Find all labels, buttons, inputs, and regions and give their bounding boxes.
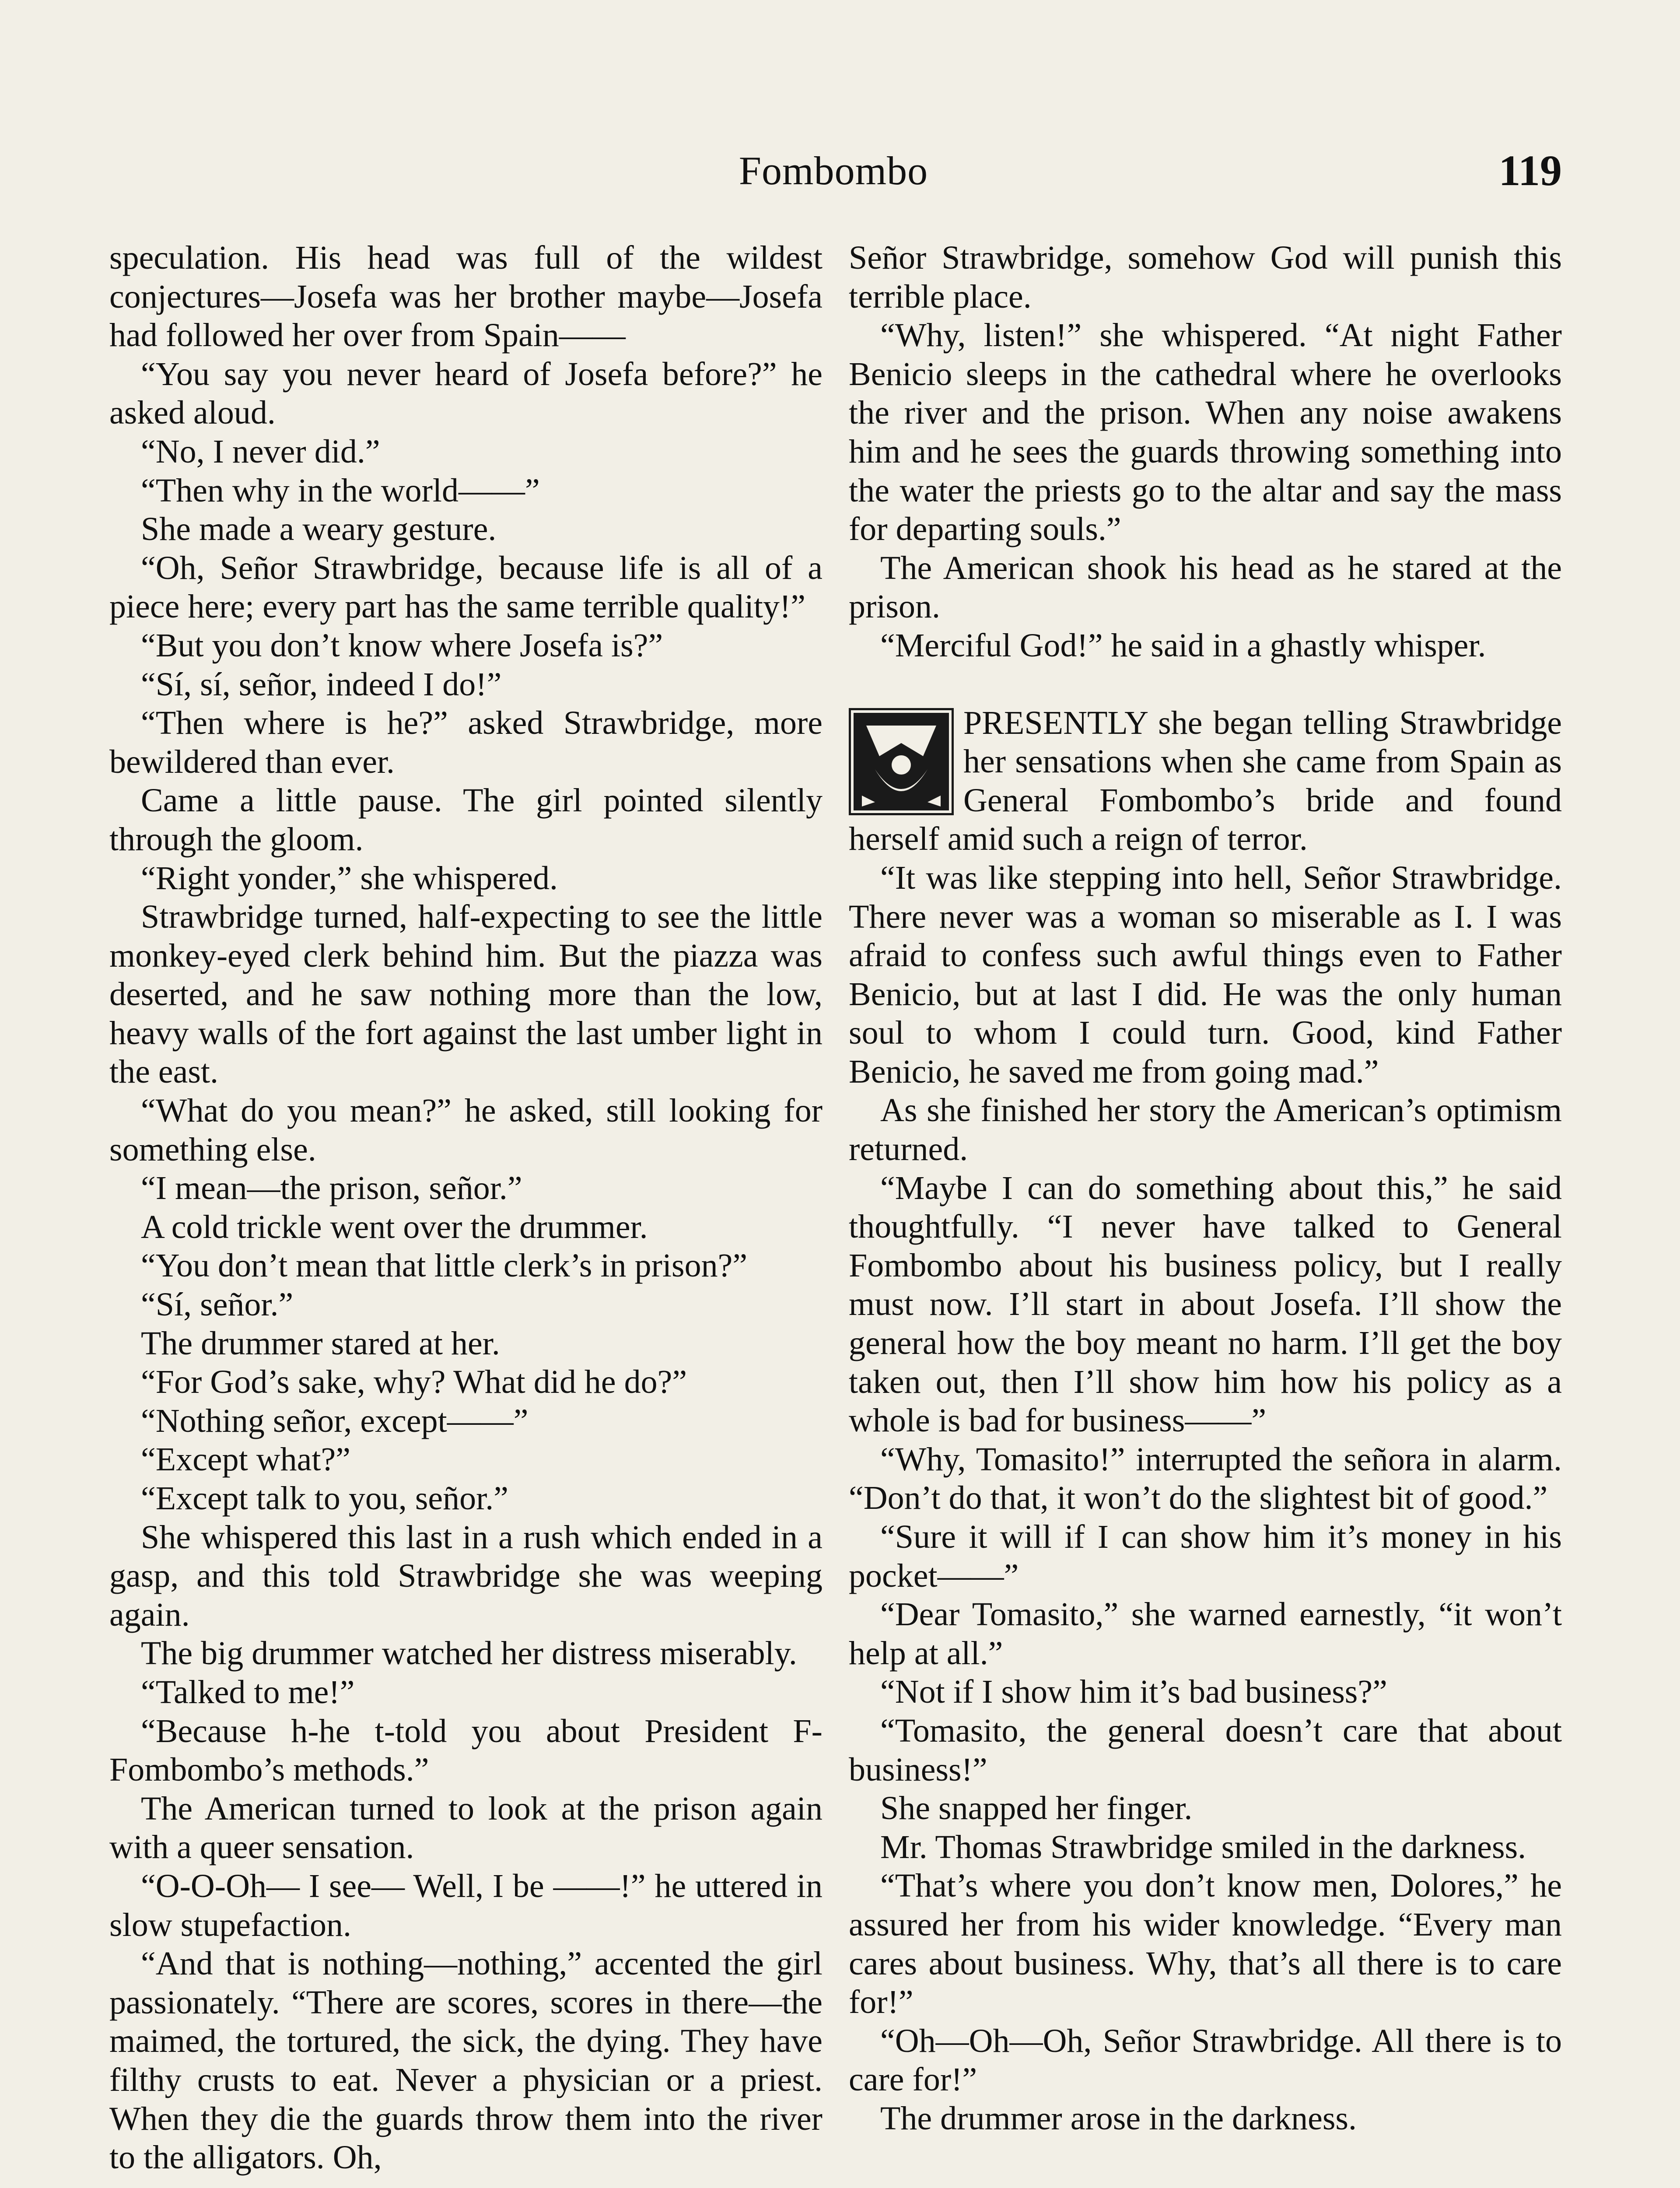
paragraph: “For God’s sake, why? What did he do?” [141, 1364, 687, 1401]
paragraph: “You say you never heard of Josefa before?” he asked aloud. [109, 355, 822, 431]
paragraph: “But you don’t know where Josefa is?” [141, 627, 663, 664]
page-number: 119 [1498, 146, 1562, 195]
paragraph: “Then where is he?” asked Strawbridge, more bewildered than ever. [109, 705, 822, 780]
paragraph: She whispered this last in a rush which ended in a gasp, and this told Strawbridge she was weeping again. [109, 1518, 822, 1633]
paragraph: A cold trickle went over the drummer. [141, 1208, 648, 1245]
paragraph: The drummer stared at her. [141, 1325, 500, 1362]
paragraph: Came a little pause. The girl pointed silently through the gloom. [109, 782, 822, 858]
paragraph: “Oh—Oh—Oh, Señor Strawbridge. All there is to care for!” [849, 2022, 1562, 2098]
paragraph: As she finished her story the American’s optimism returned. [849, 1092, 1562, 1168]
paragraph: She snapped her finger. [880, 1790, 1193, 1827]
paragraph: The drummer arose in the darkness. [880, 2100, 1357, 2137]
paragraph: The American shook his head as he stared at the prison. [849, 549, 1562, 625]
paragraph: “Why, listen!” she whispered. “At night Father Benicio sleeps in the cathedral where he overlooks the river and the prison. When any noise awakens him and he sees the guards throwing something into the water the priests go to the altar and say the mass for departing souls.” [849, 317, 1562, 548]
paragraph: Mr. Thomas Strawbridge smiled in the darkness. [880, 1828, 1526, 1865]
paragraph: speculation. His head was full of the wildest conjectures—Josefa was her brother maybe—Josefa had followed her over from Spain—— [109, 239, 822, 354]
paragraph: “You don’t mean that little clerk’s in prison?” [141, 1247, 748, 1284]
paragraph: “Tomasito, the general doesn’t care that about business!” [849, 1712, 1562, 1788]
paragraph: “Nothing señor, except——” [141, 1402, 528, 1439]
paragraph: “Except talk to you, señor.” [141, 1480, 508, 1517]
paragraph: “What do you mean?” he asked, still looking for something else. [109, 1092, 822, 1168]
paragraph: The big drummer watched her distress miserably. [141, 1635, 797, 1672]
paragraph: “And that is nothing—nothing,” accented the girl passionately. “There are scores, scores in there—the maimed, the tortured, the sick, the dying. They have filthy crusts to eat. Never a physician or a priest. When they die the guards throw them into the river to the alligators. Oh, [109, 1945, 822, 2176]
paragraph: “Sí, señor.” [141, 1286, 294, 1323]
paragraph: “Dear Tomasito,” she warned earnestly, “it won’t help at all.” [849, 1596, 1562, 1672]
paragraph: The American turned to look at the prison again with a queer sensation. [109, 1790, 822, 1866]
paragraph: Strawbridge turned, half-expecting to see the little monkey-eyed clerk behind him. But the piazza was deserted, and he saw nothing more than the low, heavy walls of the fort against the last umber light in the east. [109, 898, 822, 1090]
paragraph: “No, I never did.” [141, 433, 380, 470]
paragraph: “Talked to me!” [141, 1673, 355, 1711]
paragraph: “Right yonder,” she whispered. [141, 859, 558, 897]
paragraph: “That’s where you don’t know men, Dolores,” he assured her from his wider knowledge. “Every man cares about business. Why, that’s all there is to care for!” [849, 1867, 1562, 2021]
paragraph: “Except what?” [141, 1441, 350, 1478]
paragraph [849, 704, 1562, 859]
paragraph: “Merciful God!” he said in a ghastly whisper. [880, 627, 1486, 664]
paragraph: “Why, Tomasito!” interrupted the señora in alarm. “Don’t do that, it won’t do the slightest bit of good.” [849, 1441, 1562, 1517]
page-header [105, 142, 1562, 199]
paragraph: “Maybe I can do something about this,” he said thoughtfully. “I never have talked to General Fombombo about his business policy, but I really must now. I’ll start in about Josefa. I’ll show the general how the boy meant no harm. I’ll get the boy taken out, then I’ll show him how his policy as a whole is bad for business——” [849, 1169, 1562, 1439]
paragraph: “Sure it will if I can show him it’s money in his pocket——” [849, 1518, 1562, 1594]
paragraph: “It was like stepping into hell, Señor Strawbridge. There never was a woman so miserable as I. I was afraid to confess such awful things even to Father Benicio, but at last I did. He was the only human soul to whom I could turn. Good, kind Father Benicio, he saved me from going mad.” [849, 859, 1562, 1090]
paragraph: “Then why in the world——” [141, 472, 540, 509]
paragraph-text: PRESENTLY she began telling Strawbridge her sensations when she came from Spain as General Fombombo’s bride and found herself amid such a reign of terror. [849, 704, 1562, 858]
left-column [109, 238, 822, 2177]
paragraph: “O-O-Oh— I see— Well, I be ——!” he uttered in slow stupefaction. [109, 1867, 822, 1943]
paragraph: “Sí, sí, señor, indeed I do!” [141, 666, 502, 703]
paragraph: She made a weary gesture. [141, 511, 497, 548]
right-column [849, 238, 1562, 2138]
ornamental-initial-icon [849, 708, 954, 815]
paragraph: “Oh, Señor Strawbridge, because life is all of a piece here; every part has the same terrible quality!” [109, 549, 822, 625]
paragraph: Señor Strawbridge, somehow God will punish this terrible place. [849, 239, 1562, 315]
paragraph: “Because h-he t-told you about President F-Fombombo’s methods.” [109, 1712, 822, 1788]
running-title: Fombombo [738, 148, 928, 193]
paragraph: “Not if I show him it’s bad business?” [880, 1673, 1387, 1711]
paragraph: “I mean—the prison, señor.” [141, 1170, 522, 1207]
